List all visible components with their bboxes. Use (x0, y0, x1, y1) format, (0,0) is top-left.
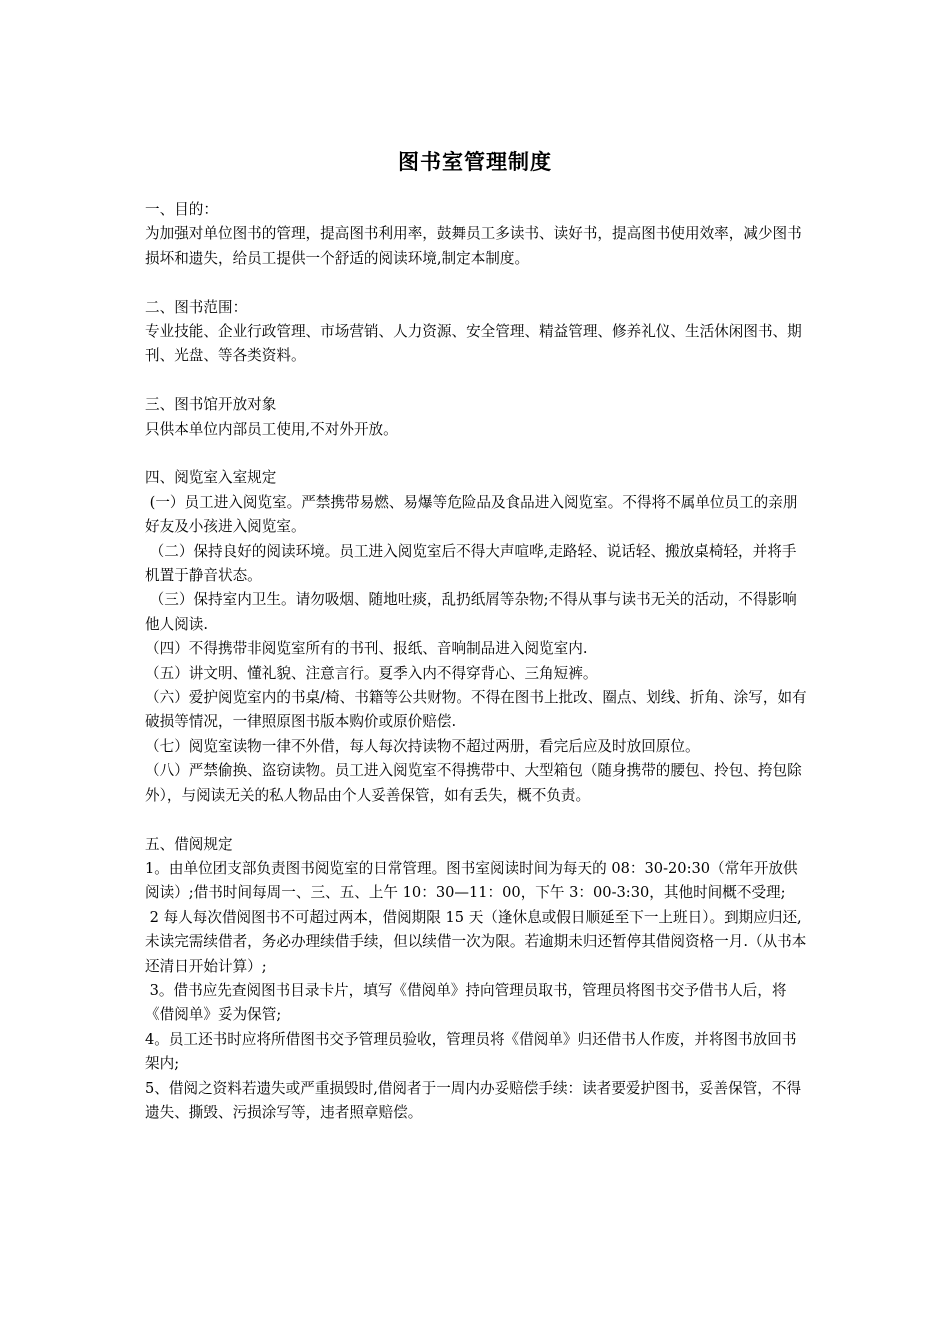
borrow-rule-2: 2 每人每次借阅图书不可超过两本，借阅期限 15 天（逢休息或假日顺延至下一上班日）。到期应归还,未读完需续借者，务必办理续借手续，但以续借一次为限。若逾期未归还暂停其借阅资格一月.（从书本还清日开始计算）; (145, 908, 807, 975)
document-body (145, 198, 810, 1125)
rule-item-5: （五）讲文明、懂礼貌、注意言行。夏季入内不得穿背心、三角短裤。 (145, 664, 598, 682)
section-heading: 五、借阅规定 (145, 835, 233, 853)
section-gap (145, 271, 810, 295)
section-heading: 三、图书馆开放对象 (145, 396, 277, 414)
rule-item-3: （三）保持室内卫生。请勿吸烟、随地吐痰，乱扔纸屑等杂物;不得从事与读书无关的活动，不得影响他人阅读. (145, 591, 797, 633)
borrow-rule-4: 4。员工还书时应将所借图书交予管理员验收，管理员将《借阅单》归还借书人作废，并将图书放回书架内; (145, 1030, 797, 1073)
section-paragraph: 为加强对单位图书的管理，提高图书利用率，鼓舞员工多读书、读好书，提高图书使用效率，减少图书损坏和遗失，给员工提供一个舒适的阅读环境,制定本制度。 (145, 225, 802, 267)
section-heading: 一、目的： (145, 201, 218, 218)
rule-item-7: （七）阅览室读物一律不外借，每人每次持读物不超过两册，看完后应及时放回原位。 (145, 737, 700, 755)
borrow-rule-1: 1。由单位团支部负责图书阅览室的日常管理。图书室阅读时间为每天的 08：30-20:30（常年开放供阅读）;借书时间每周一、三、五、上午 10：30—11：00，下午 3：00-3:30，其他时间概不受理; (145, 859, 798, 902)
rule-item-4: （四）不得携带非阅览室所有的书刊、报纸、音响制品进入阅览室内. (145, 640, 588, 658)
section-paragraph: 专业技能、企业行政管理、市场营销、人力资源、安全管理、精益管理、修养礼仪、生活休闲图书、期刊、光盘、等各类资料。 (145, 323, 802, 365)
section-gap (145, 442, 810, 466)
section-paragraph: 只供本单位内部员工使用,不对外开放。 (145, 420, 398, 438)
rule-item-1: (一）员工进入阅览室。严禁携带易燃、易爆等危险品及食品进入阅览室。不得将不属单位员工的亲朋好友及小孩进入阅览室。 (145, 493, 798, 536)
section-heading: 二、图书范围： (145, 298, 248, 316)
borrow-rule-3: 3。借书应先查阅图书目录卡片，填写《借阅单》持向管理员取书，管理员将图书交予借书人后，将《借阅单》妥为保管; (145, 981, 787, 1024)
rule-item-8: （八）严禁偷换、盗窃读物。员工进入阅览室不得携带中、大型箱包（随身携带的腰包、拎包、挎包除外），与阅读无关的私人物品由个人妥善保管，如有丢失，概不负责。 (145, 762, 802, 804)
section-gap (145, 808, 810, 832)
section-heading: 四、阅览室入室规定 (145, 469, 277, 487)
rule-item-2: （二）保持良好的阅读环境。员工进入阅览室后不得大声喧哗,走路轻、说话轻、搬放桌椅轻，并将手机置于静音状态。 (145, 542, 797, 585)
section-gap (145, 369, 810, 393)
rule-item-6: （六）爱护阅览室内的书桌/椅、书籍等公共财物。不得在图书上批改、圈点、划线、折角、涂写，如有破损等情况，一律照原图书版本购价或原价赔偿. (145, 689, 807, 731)
borrow-rule-5: 5、借阅之资料若遗失或严重损毁时,借阅者于一周内办妥赔偿手续：读者要爱护图书，妥善保管，不得遗失、撕毁、污损涂写等，违者照章赔偿。 (145, 1079, 802, 1121)
document-title: 图书室管理制度 (398, 150, 552, 174)
